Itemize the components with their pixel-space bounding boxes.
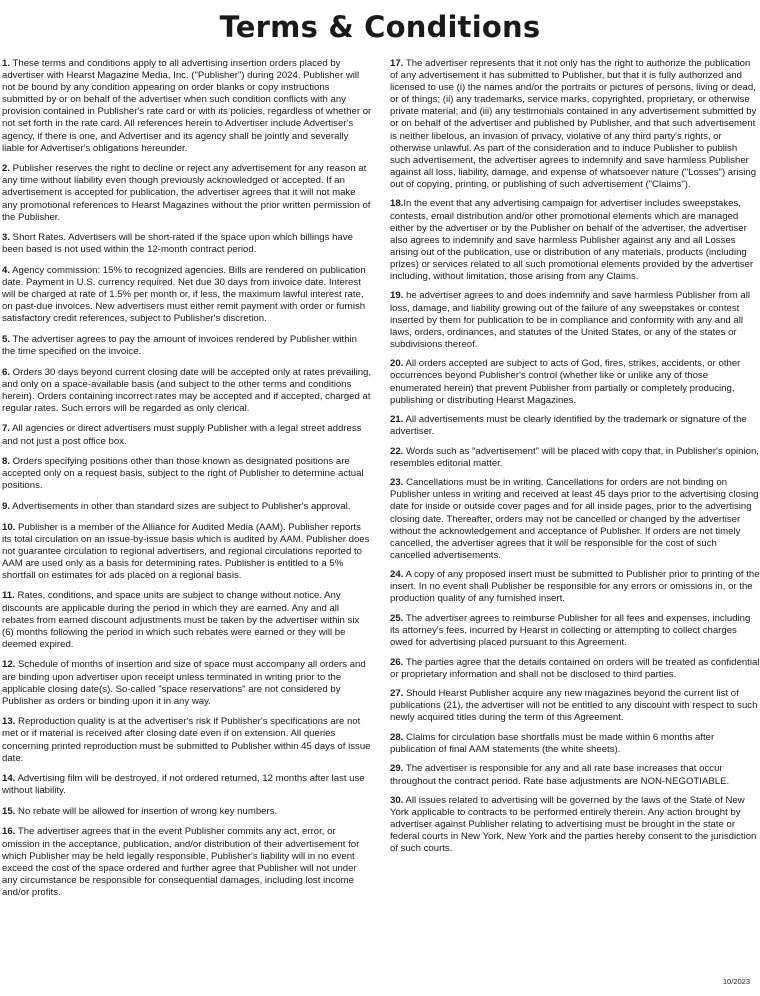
clause-8 <box>2 456 372 492</box>
clause-text: All issues related to advertising will be governed by the laws of the State of New York applicable to contracts to be performed entirely therein. Any action brought by advertiser against Publisher relating to advertising must be brought in the state or federal courts in New York, New York and the parties hereby consent to the jurisdiction of such courts. <box>390 795 757 855</box>
clause-number: 5. <box>2 333 11 345</box>
clause-number: 18. <box>390 198 404 210</box>
clause-23 <box>390 477 760 562</box>
clause-text: Cancellations must be in writing. Cancellations for orders are not binding on Publisher unless in writing and received at least 45 days prior to the advertising closing date for inside or outside cover pages and for all inside pages, prior to the advertising closing date. Thereafter, orders may not be cancelled or changed by the advertiser without the acknowledgement and acceptance of Publisher. If orders are not timely cancelled, the advertiser agrees that it will be responsible for the cost of such cancelled advertisements. <box>390 477 759 561</box>
clause-text: In the event that any advertising campaign for advertiser includes sweepstakes, contests, email distribution and/or other promotional elements which are managed either by the advertiser or by the Publisher on behalf of the advertiser, the advertiser also agrees to indemnify and save harmless Publisher against any and all Losses arising out of the publication, use or distribution of any materials, products (including prizes) or services related to all such promotional elements provided by the advertiser including, without limitation, those arising from any Claims. <box>390 198 754 282</box>
clause-number: 6. <box>2 366 11 378</box>
clause-number: 17. <box>390 58 404 69</box>
clause-number: 12. <box>2 659 16 671</box>
clause-number: 24. <box>390 569 404 581</box>
clause-number: 4. <box>2 264 11 276</box>
clause-25 <box>390 613 760 649</box>
revision-date: 10/2023 <box>722 977 750 986</box>
clause-text: The advertiser agrees to reimburse Publisher for all fees and expenses, including its attorney's fees, incurred by Hearst in collecting or attempting to collect charges owed for advertising placed pursuant to this Agreement. <box>390 612 751 649</box>
clause-7 <box>2 423 372 447</box>
clause-text: The advertiser agrees to pay the amount of invoices rendered by Publisher within the time specified on the invoice. <box>2 333 358 357</box>
clause-5 <box>2 334 372 358</box>
clause-2 <box>2 163 372 223</box>
page-title: Terms & Conditions <box>219 10 541 44</box>
clause-text: Advertisements in other than standard sizes are subject to Publisher's approval. <box>10 500 351 512</box>
clause-20 <box>390 358 760 406</box>
clause-text: The parties agree that the details contained on orders will be treated as confidential or proprietary information and shall not be disclosed to third parties. <box>390 656 760 680</box>
clause-13 <box>2 716 372 764</box>
clause-number: 1. <box>2 58 11 69</box>
clause-17 <box>390 58 760 191</box>
clause-number: 26. <box>390 656 404 668</box>
clause-text: Agency commission: 15% to recognized agencies. Bills are rendered on publication date. Payment in U.S. currency required. Net due 30 days from invoice date. Interest will be charged at rate of 1.5% per month or, if less, the maximum lawful interest rate, on past-due invoices. New advertisers must either remit payment with order or furnish satisfactory credit references, subject to Publisher's discretion. <box>2 264 366 325</box>
clause-text: Publisher is a member of the Alliance for Audited Media (AAM). Publisher reports its total circulation on an issue-by-issue basis which is audited by AAM. Publisher does not guarantee circulation to regional advertisers, and regional circulations reported to AAM are used only as a basis for determining rates. Publisher is entitled to a 5% shortfall on estimates for ads placed on a regional basis. <box>2 521 370 581</box>
clause-number: 20. <box>390 358 404 370</box>
clause-text: Orders 30 days beyond current closing date will be accepted only at rates prevailing, and only on a space-available basis (and subject to the other terms and conditions herein). Orders containing incorrect rates may be accepted and if accepted, charged at regular rates. Such errors will be regarded as only clerical. <box>2 366 372 414</box>
clause-text: These terms and conditions apply to all advertising insertion orders placed by advertiser with Hearst Magazine Media, Inc. ("Publisher") during 2024. Publisher will not be bound by any condition appearing on order blanks or copy instructions submitted by or on behalf of the advertiser when such condition conflicts with any provision contained in Publisher's rate card or with its policies, regardless of whether or not set forth in the rate card. All references herein to Advertiser include Advertiser's agency, if there is one, and Advertiser and its agency shall be jointly and severally liable for Advertiser's obligations hereunder. <box>2 58 372 154</box>
clause-number: 15. <box>2 805 16 817</box>
clause-number: 2. <box>2 163 11 175</box>
clause-number: 3. <box>2 232 11 244</box>
clause-1 <box>2 58 372 155</box>
clause-27 <box>390 688 760 724</box>
clause-text: All advertisements must be clearly identified by the trademark or signature of the advertiser. <box>390 414 747 438</box>
clause-number: 10. <box>2 521 16 533</box>
clause-text: Orders specifying positions other than those known as designated positions are accepted only on a request basis, subject to the right of Publisher to determine actual positions. <box>2 456 364 492</box>
clause-number: 25. <box>390 612 404 624</box>
terms-right-column <box>390 58 760 863</box>
clause-text: Rates, conditions, and space units are subject to change without notice. Any discounts are applicable during the period in which they are earned. Any and all rebates from earned discount adjustments must be taken by the advertiser within six (6) months following the period in which such rebates were earned or they will be deemed expired. <box>2 590 360 650</box>
clause-30 <box>390 795 760 855</box>
clause-number: 8. <box>2 456 11 468</box>
clause-text: Schedule of months of insertion and size of space must accompany all orders and are binding upon advertiser upon receipt unless terminated in writing prior to the applicable closing date(s). So-called "space reservations" are not considered by Publisher as orders or binding upon it in any way. <box>2 659 366 707</box>
clause-number: 16. <box>2 826 16 838</box>
clause-text: Reproduction quality is at the advertiser's risk if Publisher's specifications are not met or if material is received after closing date even if on extension. All queries concerning printed reproduction must be submitted to Publisher within 45 days of issue date. <box>2 716 371 764</box>
clause-number: 13. <box>2 716 16 728</box>
clause-3 <box>2 232 372 256</box>
clause-number: 27. <box>390 688 404 700</box>
clause-text: A copy of any proposed insert must be submitted to Publisher prior to printing of the insert. In no event shall Publisher be responsible for any errors or omissions in, or the production quality of any furnished insert. <box>390 569 760 605</box>
terms-left-column <box>2 58 372 908</box>
clause-number: 14. <box>2 773 16 785</box>
clause-number: 22. <box>390 445 404 457</box>
clause-22 <box>390 446 760 470</box>
clause-11 <box>2 590 372 650</box>
clause-4 <box>2 265 372 325</box>
clause-text: Should Hearst Publisher acquire any new magazines beyond the current list of publications (21), the advertiser will not be entitled to any discount with respect to such newly acquired titles during the term of this Agreement. <box>390 688 758 724</box>
clause-number: 7. <box>2 423 11 435</box>
clause-number: 29. <box>390 763 404 775</box>
clause-text: Short Rates. Advertisers will be short-rated if the space upon which billings have been based is not used within the 12-month contract period. <box>2 232 353 256</box>
clause-number: 9. <box>2 500 11 512</box>
clause-9 <box>2 501 372 513</box>
clause-6 <box>2 367 372 415</box>
clause-19 <box>390 290 760 350</box>
clause-text: Claims for circulation base shortfalls must be made within 6 months after publication of final AAM statements (the white sheets). <box>390 731 715 755</box>
clause-29 <box>390 763 760 787</box>
clause-28 <box>390 732 760 756</box>
clause-text: Publisher reserves the right to decline or reject any advertisement for any reason at any time without liability even though previously acknowledged or accepted. If an advertisement is accepted for publication, the advertiser agrees that it will not make any promotional references to Hearst Magazines without the prior written permission of the Publisher. <box>2 163 371 223</box>
clause-text: The advertiser agrees that in the event Publisher commits any act, error, or omission in the acceptance, publication, and/or distribution of their advertisement for which Publisher may be held legally responsible, Publisher's liability will in no event exceed the cost of the space ordered and further agree that Publisher will not under any circumstance be responsible for consequential damages, including lost income and/or profits. <box>2 826 360 898</box>
clause-text: All orders accepted are subject to acts of God, fires, strikes, accidents, or other occurrences beyond Publisher's control (whether like or unlike any of those enumerated herein) that prevent Publisher from partially or completely producing, publishing or distributing Hearst Magazines. <box>390 358 741 406</box>
clause-12 <box>2 659 372 707</box>
clause-21 <box>390 414 760 438</box>
clause-text: All agencies or direct advertisers must supply Publisher with a legal street address and not just a post office box. <box>2 423 362 447</box>
clause-14 <box>2 773 372 797</box>
clause-text: The advertiser is responsible for any and all rate base increases that occur throughout the contract period. Rate base adjustments are NON-NEGOTIABLE. <box>390 763 730 787</box>
clause-10 <box>2 522 372 582</box>
clause-text: Words such as "advertisement" will be placed with copy that, in Publisher's opinion, resembles editorial matter. <box>390 445 759 469</box>
clause-number: 28. <box>390 731 404 743</box>
clause-18 <box>390 198 760 283</box>
clause-26 <box>390 657 760 681</box>
clause-text: The advertiser represents that it not only has the right to authorize the publication of any advertisement it has submitted to Publisher, but that it is fully authorized and licensed to use (i) the names and/or the portraits or pictures of persons, living or dead, or of things; (ii) any trademarks, service marks, copyrighted, proprietary, or otherwise private material; and (iii) any testimonials contained in any advertisement submitted by or on behalf of the advertiser and published by Publisher, and that such advertisement is neither libelous, an invasion of privacy, violative of any third party's rights, or otherwise unlawful. As part of the consideration and to induce Publisher to publish such advertisement, the advertiser agrees to indemnify and save harmless Publisher against all loss, liability, damage, and expense of whatsoever nature ("Losses") arising out of copying, printing, or publishing of such advertisement ("Claims"). <box>390 58 757 190</box>
clause-15 <box>2 806 372 818</box>
clause-24 <box>390 569 760 605</box>
clause-number: 11. <box>2 590 15 602</box>
clause-text: No rebate will be allowed for insertion of wrong key numbers. <box>15 805 278 817</box>
clause-text: he advertiser agrees to and does indemnify and save harmless Publisher from all loss, damage, and liability growing out of the failure of any sweepstakes or contest inserted by them for publication to be in compliance and conformity with any and all laws, orders, ordinances, and statutes of the United States, or any of the states or subdivisions thereof. <box>390 290 750 350</box>
clause-number: 19. <box>390 290 404 302</box>
clause-text: Advertising film will be destroyed, if not ordered returned, 12 months after last use without liability. <box>2 773 365 797</box>
clause-number: 30. <box>390 795 404 807</box>
clause-number: 23. <box>390 477 404 489</box>
clause-16 <box>2 826 372 899</box>
clause-number: 21. <box>390 414 404 426</box>
